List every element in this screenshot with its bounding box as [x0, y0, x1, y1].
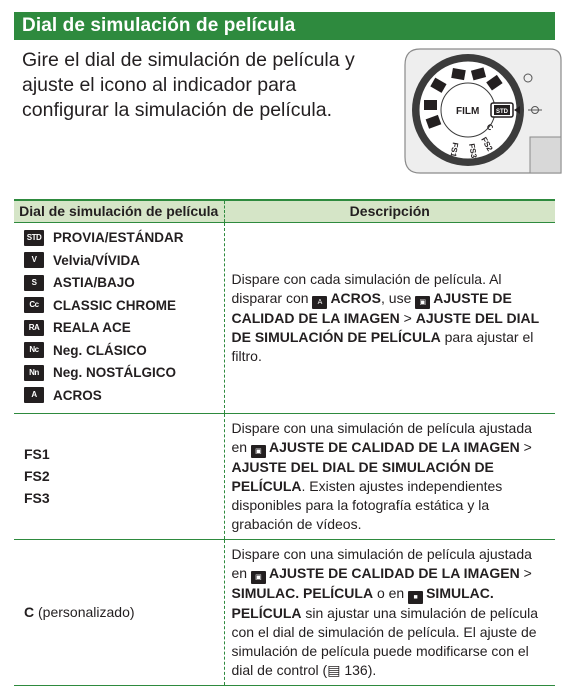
film-label: Velvia/VÍVIDA [53, 252, 141, 268]
header-description: Descripción [224, 200, 555, 222]
image-quality-menu-icon: ▣ [251, 571, 266, 584]
section-title: Dial de simulación de película [14, 12, 555, 40]
image-quality-menu-icon: ▣ [415, 296, 430, 309]
nostalgic-neg-icon: Nn [24, 365, 44, 381]
acros-inline-icon: A [312, 296, 327, 309]
list-item [24, 362, 224, 385]
table-row [14, 222, 555, 413]
table-row [14, 539, 555, 685]
fs1-label: FS1 [24, 446, 50, 462]
classic-chrome-icon: Cc [24, 297, 44, 313]
film-label: Neg. NOSTÁLGICO [53, 365, 177, 381]
page-reference: 136 [344, 661, 368, 678]
classic-neg-icon: Nc [24, 342, 44, 358]
astia-icon: S [24, 275, 44, 291]
reala-ace-icon: RA [24, 320, 44, 336]
film-label: REALA ACE [53, 320, 131, 336]
intro-text: Gire el dial de simulación de película y ajuste el icono al indicador para configurar la simulación de película. [22, 49, 355, 121]
acros-icon: A [24, 387, 44, 403]
list-item [24, 272, 224, 295]
row3-description: Dispare con una simulación de película ajustada en ▣ AJUSTE DE CALIDAD DE LA IMAGEN > SIMULAC. PELÍCULA o en ■ SIMULAC. PELÍCULA sin ajustar una simulación de película con el dial de simulación de película. El ajuste de simulación de película puede modificarse con el dial de control (▤ 136). [224, 539, 555, 685]
dial-pos-std: STD [496, 109, 508, 115]
custom-label: C (personalizado) [14, 539, 224, 685]
provia-icon: STD [24, 230, 44, 246]
fs-list [24, 443, 224, 509]
list-item [24, 317, 224, 340]
fs2-label: FS2 [24, 468, 50, 484]
film-label: Neg. CLÁSICO [53, 342, 147, 358]
list-item [24, 294, 224, 317]
film-label: CLASSIC CHROME [53, 297, 177, 313]
film-list [24, 223, 224, 413]
list-item [24, 384, 224, 407]
dial-pos-c: C [484, 122, 496, 133]
fs3-label: FS3 [24, 490, 50, 506]
film-simulation-table [14, 199, 555, 686]
image-quality-menu-icon: ▣ [251, 445, 266, 458]
dial-pos-fs2: FS2 [479, 135, 495, 153]
row1-description: Dispare con cada simulación de película. Al disparar con A ACROS, use ▣ AJUSTE DE CALIDAD DE LA IMAGEN > AJUSTE DEL DIAL DE SIMULACIÓN DE PELÍCULA para ajustar el filtro. [224, 222, 555, 413]
list-item [24, 249, 224, 272]
dial-pos-fs1: FS1 [448, 141, 460, 158]
dial-pos-fs3: FS3 [467, 142, 479, 159]
film-label: ASTIA/BAJO [53, 275, 135, 291]
film-dial-illustration [380, 45, 563, 181]
film-label: ACROS [53, 387, 102, 403]
row2-description: Dispare con una simulación de película ajustada en ▣ AJUSTE DE CALIDAD DE LA IMAGEN > AJUSTE DEL DIAL DE SIMULACIÓN DE PELÍCULA. Existen ajustes independientes disponibles para la fotografía estática y la grabación de vídeos. [224, 413, 555, 539]
movie-camera-icon: ■ [408, 591, 423, 604]
book-icon: ▤ [327, 661, 345, 678]
list-item [24, 227, 224, 250]
list-item [24, 339, 224, 362]
film-label: PROVIA/ESTÁNDAR [53, 230, 184, 246]
table-row [14, 413, 555, 539]
velvia-icon: V [24, 252, 44, 268]
dial-center-label: FILM [456, 106, 480, 117]
header-dial: Dial de simulación de película [14, 200, 224, 222]
